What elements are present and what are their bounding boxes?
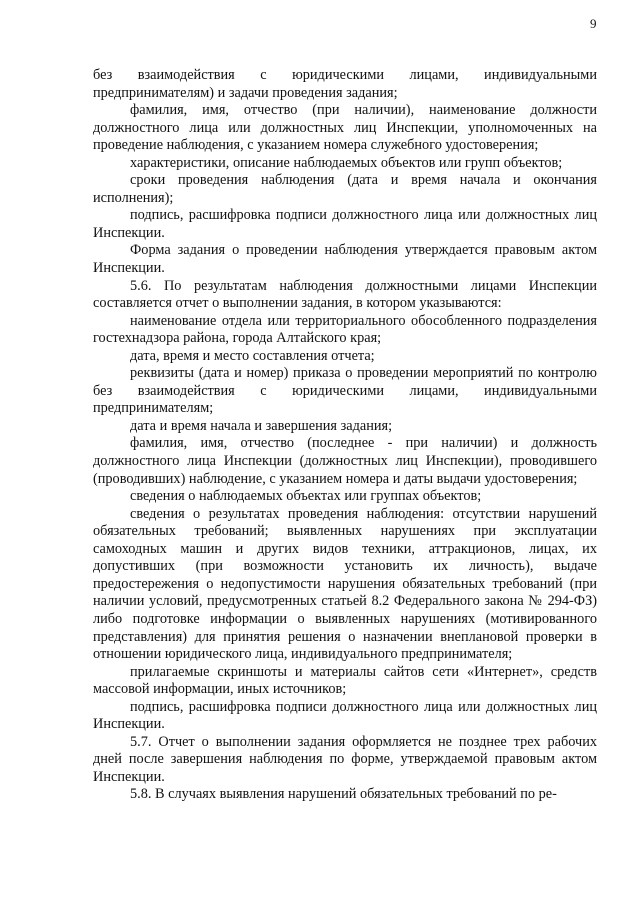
paragraph: фамилия, имя, отчество (последнее - при наличии) и должность должностного лица Инспекции (должностных лиц Инспекции), проводившего (проводивших) наблюдение, с указанием номера и даты выдачи удостоверения; [93, 435, 597, 487]
paragraph: подпись, расшифровка подписи должностного лица или должностных лиц Инспекции. [93, 698, 597, 733]
paragraph: 5.8. В случаях выявления нарушений обязательных требований по ре- [130, 786, 557, 803]
paragraph: дата и время начала и завершения задания; [130, 417, 393, 434]
paragraph: фамилия, имя, отчество (при наличии), наименование должности должностного лица или должностных лиц Инспекции, уполномоченных на проведение наблюдения, с указанием номера служебного удостоверения; [93, 102, 597, 154]
paragraph: характеристики, описание наблюдаемых объектов или групп объектов; [130, 154, 563, 171]
paragraph: без взаимодействия с юридическими лицами, индивидуальными предпринимателям) и задачи проведения задания; [93, 67, 597, 101]
paragraph: подпись, расшифровка подписи должностного лица или должностных лиц Инспекции. [93, 207, 597, 241]
paragraph: 5.7. Отчет о выполнении задания оформляется не позднее трех рабочих дней после завершения наблюдения по форме, утверждаемой правовым актом Инспекции. [93, 733, 597, 785]
paragraph: 5.6. По результатам наблюдения должностными лицами Инспекции составляется отчет о выполнении задания, в котором указываются: [93, 277, 597, 312]
paragraph: сроки проведения наблюдения (дата и время начала и окончания исполнения); [93, 172, 597, 206]
document-body [93, 67, 597, 804]
paragraph: дата, время и место составления отчета; [130, 347, 375, 364]
paragraph: Форма задания о проведении наблюдения утверждается правовым актом Инспекции. [93, 242, 597, 277]
paragraph: сведения о наблюдаемых объектах или группах объектов; [130, 488, 482, 505]
paragraph: реквизиты (дата и номер) приказа о проведении мероприятий по контролю без взаимодействия с юридическими лицами, индивидуальными предпринимателям; [93, 365, 597, 417]
paragraph: прилагаемые скриншоты и материалы сайтов сети «Интернет», средств массовой информации, иных источников; [93, 663, 597, 698]
page-number: 9 [590, 16, 597, 31]
paragraph: сведения о результатах проведения наблюдения: отсутствии нарушений обязательных требований; выявленных нарушениях при эксплуатации самоходных машин и других видов техники, аттракционов, лицах, их допустивших (при возможности установить их личность), выдаче предостережения о недопустимости нарушения обязательных требований (при наличии условий, предусмотренных статьей 8.2 Федерального закона № 294-ФЗ) либо подготовке информации о выявленных нарушениях (мотивированного представления) для принятия решения о назначении внеплановой проверки в отношении юридического лица, индивидуального предпринимателя; [93, 505, 597, 663]
paragraph: наименование отдела или территориального обособленного подразделения гостехнадзора района, города Алтайского края; [93, 312, 597, 347]
